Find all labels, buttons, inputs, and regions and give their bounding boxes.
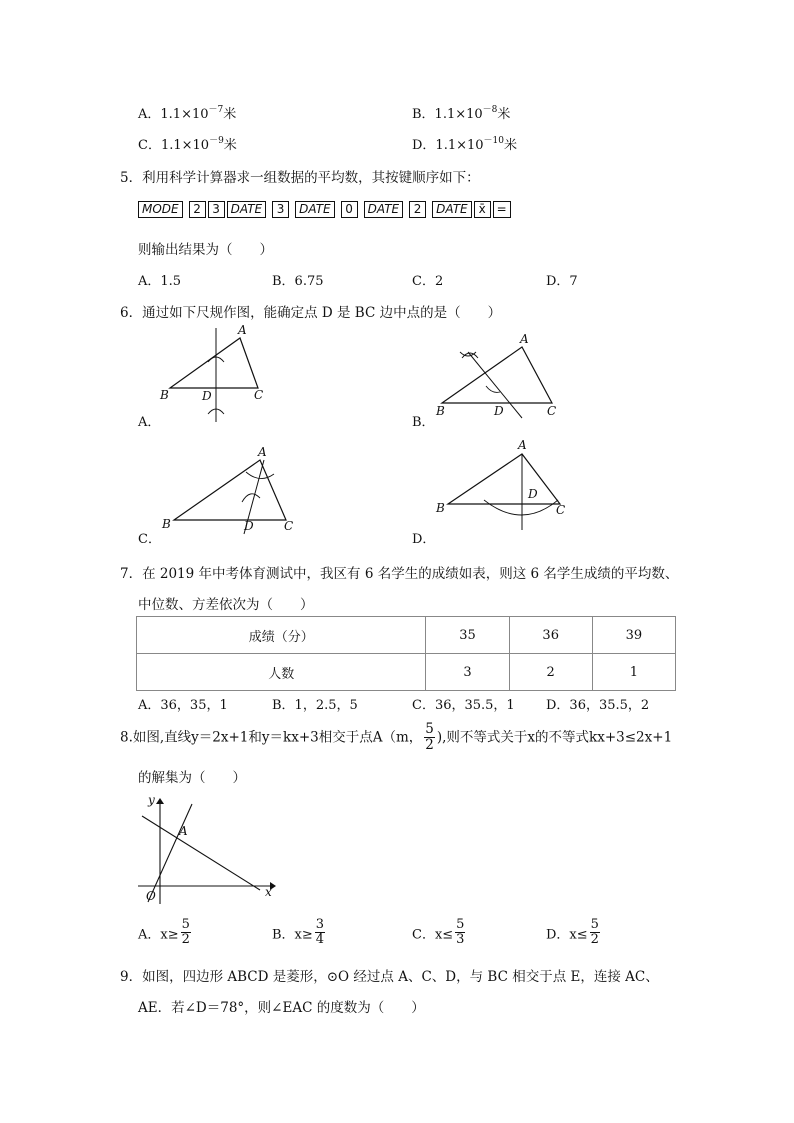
q4-option-b-base: B．1.1×10 — [412, 107, 483, 122]
key-2: 2 — [189, 201, 206, 218]
q8-stem-line2: 的解集为（ ） — [138, 770, 246, 786]
q5-key-sequence — [138, 201, 517, 218]
q4-option-d-base: D．1.1×10 — [412, 138, 484, 153]
fig-a-label-a: A — [238, 323, 247, 337]
q8-option-b-den: 4 — [315, 932, 325, 948]
fig-b-label-b: B — [436, 404, 445, 418]
q6-figure-a — [150, 318, 280, 426]
q4-option-a — [138, 103, 236, 122]
q8-option-b-prefix: B．x≥ — [272, 927, 313, 943]
q8-option-d-num: 5 — [590, 917, 599, 932]
fig-b-label-c: C — [547, 404, 557, 418]
q5-option-a: A．1.5 — [138, 274, 182, 289]
table-cell: 2 — [509, 654, 592, 691]
q5-option-c: C．2 — [412, 274, 444, 289]
q8-option-c-den: 3 — [456, 932, 465, 948]
q6-option-b: B． — [412, 415, 435, 430]
key-mean: x̄ — [474, 201, 491, 218]
fig-b-label-d: D — [494, 404, 504, 418]
key-3b: 3 — [272, 201, 289, 218]
fig-d-label-d: D — [528, 487, 538, 501]
graph-label-y: y — [148, 793, 155, 807]
q4-option-a-unit: 米 — [223, 107, 237, 122]
table-header-count: 人数 — [137, 654, 426, 691]
q8-frac-den: 2 — [425, 736, 434, 753]
key-date: DATE — [227, 201, 267, 218]
q4-option-c-base: C．1.1×10 — [138, 138, 210, 153]
q8-option-b-num: 3 — [315, 917, 325, 932]
q5-output-text: 则输出结果为（ ） — [138, 242, 273, 258]
q8-option-d-fraction — [590, 918, 600, 948]
fig-a-label-b: B — [160, 388, 169, 402]
table-cell: 35 — [426, 617, 509, 654]
q7-option-b: B．1，2.5，5 — [272, 698, 358, 713]
table-row — [137, 617, 676, 654]
table-row — [137, 654, 676, 691]
key-date-4: DATE — [432, 201, 472, 218]
graph-label-a: A — [179, 824, 188, 838]
q8-frac-num: 5 — [425, 721, 434, 737]
table-header-score: 成绩（分） — [137, 617, 426, 654]
q8-stem-line1 — [120, 722, 672, 753]
fig-c-label-d: D — [244, 519, 254, 533]
q8-option-d — [546, 918, 602, 948]
q8-graph — [134, 792, 279, 906]
q7-stem-line1: 7．在 2019 年中考体育测试中，我区有 6 名学生的成绩如表，则这 6 名学生成绩的平均数、 — [120, 566, 679, 582]
q8-option-c-fraction — [455, 918, 465, 948]
q5-option-d: D．7 — [546, 274, 578, 289]
q6-option-d: D． — [412, 532, 436, 547]
q8-option-a-num: 5 — [181, 917, 190, 932]
fig-d-label-b: B — [436, 501, 445, 515]
q5-option-b: B．6.75 — [272, 274, 324, 289]
q6-option-a: A． — [138, 415, 161, 430]
q8-option-a-den: 2 — [181, 932, 190, 948]
key-equals: = — [493, 201, 511, 218]
q4-option-d — [412, 134, 517, 153]
fig-a-label-c: C — [254, 388, 264, 402]
q8-stem-part2: ),则不等式关于x的不等式kx+3≤2x+1 — [436, 729, 673, 746]
key-date-3: DATE — [364, 201, 404, 218]
key-0: 0 — [341, 201, 358, 218]
q4-option-d-exponent: －10 — [483, 136, 504, 146]
q4-option-b-exponent: －8 — [482, 105, 498, 115]
table-cell: 1 — [592, 654, 675, 691]
q8-option-a — [138, 918, 193, 948]
q4-option-a-base: A．1.1×10 — [138, 107, 209, 122]
q4-option-c — [138, 134, 237, 153]
q4-option-d-unit: 米 — [504, 138, 518, 153]
table-cell: 39 — [592, 617, 675, 654]
q4-option-b-unit: 米 — [497, 107, 511, 122]
q6-stem: 6．通过如下尺规作图，能确定点 D 是 BC 边中点的是（ ） — [120, 305, 502, 321]
q8-option-a-fraction — [181, 918, 191, 948]
fig-c-label-c: C — [284, 519, 294, 533]
fig-c-label-a: A — [258, 445, 267, 459]
q7-option-a: A．36，35，1 — [138, 698, 228, 713]
fig-b-label-a: A — [520, 332, 529, 346]
q6-figure-c — [160, 442, 300, 538]
q6-option-c: C． — [138, 532, 161, 547]
score-table — [136, 616, 676, 691]
table-cell: 3 — [426, 654, 509, 691]
q4-option-b — [412, 103, 510, 122]
q7-stem-line2: 中位数、方差依次为（ ） — [138, 597, 314, 613]
fig-c-label-b: B — [162, 517, 171, 531]
q8-option-d-prefix: D．x≤ — [546, 927, 588, 943]
q5-stem: 5．利用科学计算器求一组数据的平均数，其按键顺序如下： — [120, 170, 480, 186]
q8-option-b-fraction — [315, 918, 325, 948]
q9-stem-line1: 9．如图，四边形 ABCD 是菱形，⊙O 经过点 A、C、D，与 BC 相交于点 E，连接 AC、 — [120, 969, 659, 985]
q8-option-c-num: 5 — [456, 917, 465, 932]
graph-label-origin: O — [146, 889, 156, 903]
q7-option-c: C．36，35.5，1 — [412, 698, 515, 713]
q6-figure-b — [430, 330, 570, 420]
q4-option-a-exponent: －7 — [208, 105, 224, 115]
key-2b: 2 — [409, 201, 426, 218]
fig-d-label-c: C — [556, 503, 566, 517]
q8-option-c-prefix: C．x≤ — [412, 927, 454, 943]
q8-stem-fraction — [424, 722, 435, 753]
q7-option-d: D．36，35.5，2 — [546, 698, 650, 713]
q8-option-d-den: 2 — [590, 932, 599, 948]
fig-a-label-d: D — [202, 389, 212, 403]
q4-option-c-exponent: －9 — [209, 136, 224, 146]
fig-d-label-a: A — [518, 438, 527, 452]
graph-label-x: x — [265, 885, 272, 899]
q8-stem-part1: 8.如图,直线y＝2x+1和y＝kx+3相交于点A（m， — [120, 729, 423, 746]
q8-option-c — [412, 918, 467, 948]
q8-option-a-prefix: A．x≥ — [138, 927, 179, 943]
q4-option-c-unit: 米 — [223, 138, 237, 153]
table-cell: 36 — [509, 617, 592, 654]
key-3: 3 — [208, 201, 225, 218]
key-mode: MODE — [138, 201, 183, 218]
q8-option-b — [272, 918, 327, 948]
q6-figure-d — [430, 438, 570, 538]
q9-stem-line2: AE．若∠D＝78°，则∠EAC 的度数为（ ） — [138, 1000, 425, 1016]
key-date-2: DATE — [295, 201, 335, 218]
